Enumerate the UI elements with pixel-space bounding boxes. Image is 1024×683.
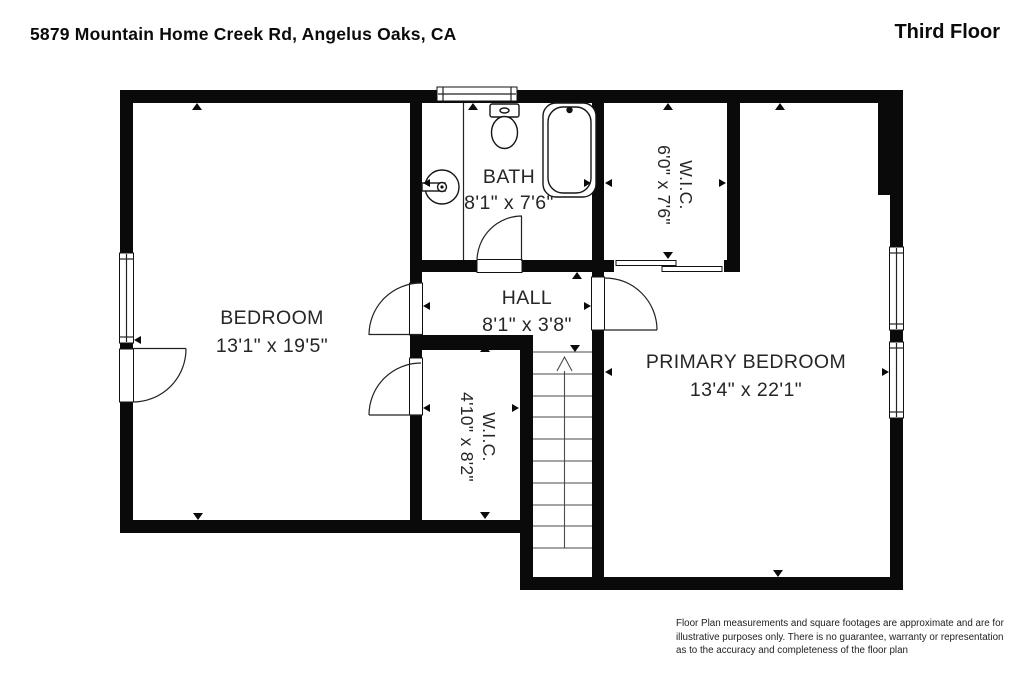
- bedroom-dims: 13'1" x 19'5": [215, 335, 329, 357]
- staircase: [533, 352, 592, 548]
- svg-text:6'0" x 7'6": 6'0" x 7'6": [654, 145, 674, 225]
- wic-lower-label: [457, 392, 499, 482]
- bedroom-label: BEDROOM: [220, 307, 324, 329]
- address-title: 5879 Mountain Home Creek Rd, Angelus Oaks, CA: [30, 24, 457, 44]
- window: [890, 342, 904, 418]
- disclaimer-line: as to the accuracy and completeness of the floor plan: [676, 645, 908, 656]
- svg-text:4'10" x 8'2": 4'10" x 8'2": [457, 392, 477, 482]
- primary-bedroom-dims: 13'4" x 22'1": [689, 379, 803, 401]
- svg-text:W.I.C.: W.I.C.: [479, 412, 499, 462]
- sink-icon: [422, 170, 459, 204]
- primary-bedroom-label: PRIMARY BEDROOM: [645, 351, 847, 373]
- svg-text:W.I.C.: W.I.C.: [676, 160, 696, 210]
- hall-dims: 8'1" x 3'8": [482, 314, 572, 336]
- door-swing: [133, 349, 186, 403]
- door-swing: [477, 216, 522, 261]
- bath-dims: 8'1" x 7'6": [464, 192, 554, 214]
- floor-title: Third Floor: [894, 21, 1000, 43]
- window: [890, 247, 904, 330]
- wic-upper-label: [654, 145, 696, 225]
- bath-label: BATH: [482, 166, 536, 188]
- window: [437, 87, 517, 101]
- stair-direction-arrow: [557, 357, 572, 371]
- door-swing: [604, 278, 658, 330]
- toilet-icon: [490, 104, 519, 149]
- hall-label: HALL: [501, 287, 553, 309]
- window: [120, 253, 134, 343]
- disclaimer-line: illustrative purposes only. There is no guarantee, warranty or representation: [676, 631, 1004, 643]
- sliding-door: [614, 259, 724, 274]
- disclaimer-text: [676, 617, 1016, 658]
- disclaimer-line: Floor Plan measurements and square footages are approximate and are for: [676, 618, 1004, 629]
- door-swings: [133, 216, 657, 415]
